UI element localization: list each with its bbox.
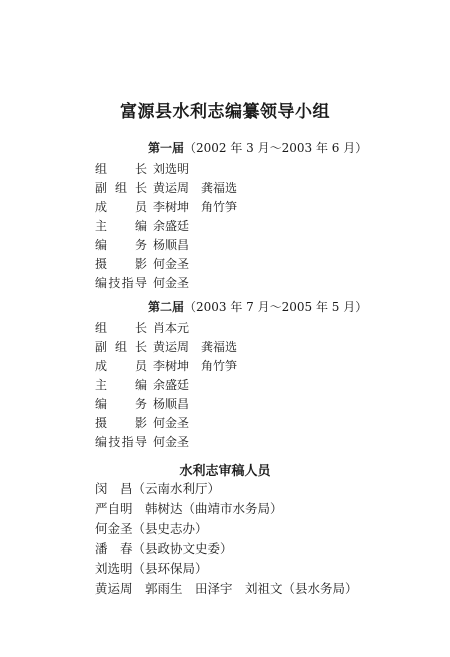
term-name: 第二届 [148, 300, 185, 314]
member-name: 角竹笋 [201, 200, 238, 214]
member-names [153, 274, 189, 291]
term-name: 第一届 [148, 141, 185, 155]
role-label: 编务 [95, 238, 147, 252]
reviewer-line: 刘选明（县环保局） [95, 561, 208, 576]
reviewers-title: 水利志审稿人员 [179, 464, 271, 479]
reviewer-line: 黄运周 郭雨生 田泽宇 刘祖文（县水务局） [95, 581, 358, 596]
role-label: 副组长 [95, 181, 147, 195]
member-name: 龚福选 [201, 181, 238, 195]
role-label: 组长 [95, 162, 147, 176]
member-name: 黄运周 [153, 340, 190, 354]
reviewer-line: 闵 昌（云南水利厅） [95, 481, 221, 496]
member-names [153, 179, 237, 196]
role-label: 成员 [95, 200, 147, 214]
member-names [153, 357, 237, 374]
member-names [153, 395, 189, 412]
role-label: 摄影 [95, 257, 147, 271]
member-name: 余盛廷 [153, 219, 190, 233]
member-name: 角竹笋 [201, 359, 238, 373]
member-names [153, 376, 189, 393]
member-names [153, 217, 189, 234]
member-name: 龚福选 [201, 340, 238, 354]
role-label: 编技指导 [95, 435, 147, 449]
role-label: 编技指导 [95, 276, 147, 290]
member-name: 余盛廷 [153, 378, 190, 392]
reviewer-line: 何金圣（县史志办） [95, 521, 208, 536]
member-names [153, 414, 189, 431]
member-name: 肖本元 [153, 321, 190, 335]
role-label: 副组长 [95, 340, 147, 354]
member-name: 何金圣 [153, 276, 190, 290]
term-period: （2003 年 7 月～2005 年 5 月） [184, 300, 368, 314]
role-label: 主编 [95, 219, 147, 233]
member-name: 何金圣 [153, 257, 190, 271]
member-name: 黄运周 [153, 181, 190, 195]
reviewer-line: 潘 春（县政协文史委） [95, 541, 233, 556]
member-names [153, 433, 189, 450]
role-label: 组长 [95, 321, 147, 335]
role-label: 摄影 [95, 416, 147, 430]
member-name: 何金圣 [153, 416, 190, 430]
role-label: 编务 [95, 397, 147, 411]
member-name: 李树坤 [153, 200, 190, 214]
member-names [153, 255, 189, 272]
term-heading [148, 139, 367, 156]
role-label: 成员 [95, 359, 147, 373]
member-names [153, 160, 189, 177]
member-names [153, 236, 189, 253]
page-title: 富源县水利志编纂领导小组 [120, 102, 330, 122]
member-name: 杨顺昌 [153, 238, 190, 252]
member-names [153, 338, 237, 355]
member-name: 何金圣 [153, 435, 190, 449]
member-name: 刘选明 [153, 162, 190, 176]
member-name: 李树坤 [153, 359, 190, 373]
member-name: 杨顺昌 [153, 397, 190, 411]
term-heading [148, 298, 367, 315]
member-names [153, 319, 189, 336]
role-label: 主编 [95, 378, 147, 392]
reviewer-line: 严自明 韩树达（曲靖市水务局） [95, 501, 283, 516]
member-names [153, 198, 237, 215]
term-period: （2002 年 3 月～2003 年 6 月） [184, 141, 368, 155]
